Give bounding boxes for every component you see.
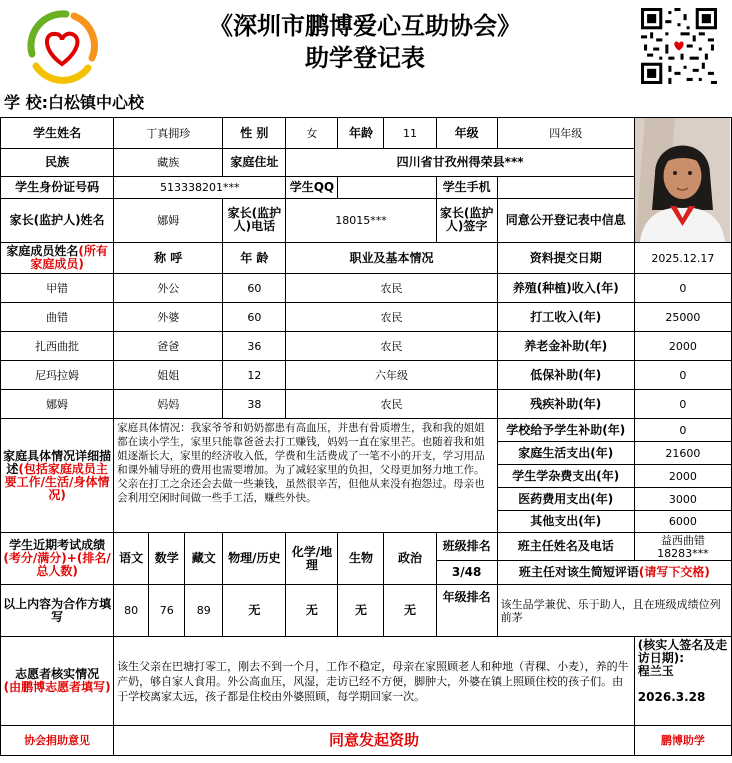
address-label: 家庭住址 (223, 149, 286, 177)
submit-date-value: 2025.12.17 (634, 243, 731, 274)
teacher-label: 班主任姓名及电话 (497, 533, 634, 561)
family-header-cell (1, 243, 114, 274)
volunteer-text: 该生父亲在巴塘打零工，刚去不到一个月，工作不稳定，母亲在家照顾老人和种地（青稞、小麦），养的牛产奶，够自家人食用。外公高血压，风湿，走访已经不方便，脚肿大，外婆在镇上照顾住校的孩子们。由于学校离家太远，孩子都是住校由外婆照顾，每学期回家一次。 (114, 637, 635, 726)
teacher-comment: 该生品学兼优、乐于助人，且在班级成绩位列前茅 (497, 585, 731, 637)
student-name: 丁真拥珍 (114, 118, 223, 149)
volunteer-label-cell (1, 637, 114, 726)
donation-opinion: 同意发起资助 (114, 726, 635, 756)
guardian-phone-value: 18015*** (286, 198, 436, 242)
member-name: 娜姆 (1, 390, 114, 419)
member-relation: 爸爸 (114, 332, 223, 361)
verifier-label: (核实人签名及走访日期): (637, 638, 728, 665)
teacher-phone: 18283*** (657, 546, 709, 560)
finance-label: 打工收入(年) (497, 303, 634, 332)
comment-label-cell (497, 561, 731, 585)
finance-label: 家庭生活支出(年) (497, 442, 634, 465)
score-value: 无 (286, 585, 338, 637)
volunteer-note: (由鹏博志愿者填写) (3, 680, 111, 694)
situation-note: (包括家庭成员主要工作/生活/身体情况) (4, 461, 110, 502)
finance-label: 学校给予学生补助(年) (497, 419, 634, 442)
subject-header: 物理/历史 (223, 533, 286, 585)
member-name: 甲错 (1, 274, 114, 303)
verify-date: 2026.3.28 (637, 690, 706, 704)
qq-value (338, 177, 436, 198)
grade-value: 四年级 (497, 118, 634, 149)
finance-label: 养殖(种植)收入(年) (497, 274, 634, 303)
job-column-header: 职业及基本情况 (286, 243, 497, 274)
subject-header: 化学/地理 (286, 533, 338, 585)
score-value: 无 (384, 585, 436, 637)
finance-value: 2000 (634, 465, 731, 488)
finance-value: 0 (634, 361, 731, 390)
school-name: 学 校:白松镇中心校 (4, 93, 144, 112)
member-job: 农民 (286, 274, 497, 303)
finance-label: 学生学杂费支出(年) (497, 465, 634, 488)
member-age: 60 (223, 274, 286, 303)
member-job: 农民 (286, 390, 497, 419)
member-job: 六年级 (286, 361, 497, 390)
member-age: 60 (223, 303, 286, 332)
member-job: 农民 (286, 303, 497, 332)
member-name: 扎西曲批 (1, 332, 114, 361)
association-logo-icon (22, 6, 102, 86)
situation-label-cell (1, 419, 114, 533)
relation-column-header: 称 呼 (114, 243, 223, 274)
member-relation: 妈妈 (114, 390, 223, 419)
address-value: 四川省甘孜州得荣县*** (286, 149, 634, 177)
finance-value: 6000 (634, 511, 731, 533)
class-rank-label: 班级排名 (436, 533, 497, 561)
finance-value: 21600 (634, 442, 731, 465)
verifier-name: 程兰玉 (637, 664, 674, 678)
gender-value: 女 (286, 118, 338, 149)
class-rank-value: 3/48 (436, 561, 497, 585)
member-age: 12 (223, 361, 286, 390)
subject-header: 藏文 (185, 533, 223, 585)
member-age: 36 (223, 332, 286, 361)
footer-label: 协会捐助意见 (1, 726, 114, 756)
member-name: 尼玛拉姆 (1, 361, 114, 390)
finance-label: 医药费用支出(年) (497, 488, 634, 511)
teacher-contact-cell (634, 533, 731, 561)
subject-header: 生物 (338, 533, 384, 585)
exam-label-cell (1, 533, 114, 585)
score-value: 80 (114, 585, 149, 637)
registration-form (0, 117, 732, 756)
id-number-value: 513338201*** (114, 177, 286, 198)
ethnicity-label: 民族 (1, 149, 114, 177)
cooperation-note: 以上内容为合作方填写 (1, 585, 114, 637)
situation-text: 家庭具体情况：我家爷爷和奶奶都患有高血压，并患有骨质增生，我和我的姐姐都在读小学生，家里只能靠爸爸去打工赚钱，妈妈一直在家里芒。也随着我和姐姐逐渐长大，家里的经济收入低，学费和生活费成了一笔不小的开支，学习用品和课外辅导班的费用也需要增加。为了减轻家里的负担，父母更加努力地工作。父亲在打工之余还会去做一些兼钱，虽然很辛苦，但他从来没有抱怨过。母亲也会利用空闲时间做一些手工活，赚些外快。 (114, 419, 497, 533)
phone-label: 学生手机 (436, 177, 497, 198)
family-members-note: (所有家庭成员) (30, 244, 108, 271)
finance-label: 残疾补助(年) (497, 390, 634, 419)
score-value: 76 (149, 585, 185, 637)
student-name-label: 学生姓名 (1, 118, 114, 149)
age-column-header: 年 龄 (223, 243, 286, 274)
member-relation: 姐姐 (114, 361, 223, 390)
guardian-name-value: 娜姆 (114, 198, 223, 242)
guardian-phone-label: 家长(监护人)电话 (223, 198, 286, 242)
score-value: 无 (223, 585, 286, 637)
qr-code-icon[interactable] (640, 8, 718, 84)
score-value: 无 (338, 585, 384, 637)
student-photo-image (635, 118, 730, 242)
finance-label: 养老金补助(年) (497, 332, 634, 361)
footer-brand: 鹏博助学 (634, 726, 731, 756)
verifier-cell (634, 637, 731, 726)
volunteer-label: 志愿者核实情况 (15, 667, 100, 681)
subject-header: 政治 (384, 533, 436, 585)
finance-label: 其他支出(年) (497, 511, 634, 533)
form-title (110, 10, 620, 74)
guardian-name-label: 家长(监护人)姓名 (1, 198, 114, 242)
subject-header: 数学 (149, 533, 185, 585)
finance-value: 3000 (634, 488, 731, 511)
member-age: 38 (223, 390, 286, 419)
age-value: 11 (384, 118, 436, 149)
gender-label: 性 别 (223, 118, 286, 149)
family-members-label: 家庭成员姓名 (6, 244, 79, 258)
score-value: 89 (185, 585, 223, 637)
comment-label: 班主任对该生简短评语 (518, 565, 639, 579)
title-line-1: 《深圳市鹏博爱心互助协会》 (209, 11, 521, 40)
situation-label: 家庭具体情况详细描述 (3, 448, 112, 476)
member-job: 农民 (286, 332, 497, 361)
finance-value: 0 (634, 390, 731, 419)
subject-header: 语文 (114, 533, 149, 585)
grade-label: 年级 (436, 118, 497, 149)
finance-value: 2000 (634, 332, 731, 361)
submit-date-label: 资料提交日期 (497, 243, 634, 274)
comment-note: (请写下交格) (638, 565, 710, 579)
finance-value: 25000 (634, 303, 731, 332)
teacher-name: 益西曲错 (660, 533, 705, 547)
finance-label: 低保补助(年) (497, 361, 634, 390)
finance-value: 0 (634, 274, 731, 303)
consent-text: 同意公开登记表中信息 (497, 198, 634, 242)
age-label: 年龄 (338, 118, 384, 149)
ethnicity-value: 藏族 (114, 149, 223, 177)
exam-note: (考分/满分)+(排名/总人数) (3, 551, 111, 578)
guardian-sign-label: 家长(监护人)签字 (436, 198, 497, 242)
member-name: 曲错 (1, 303, 114, 332)
grade-rank-label: 年级排名 (436, 585, 497, 637)
member-relation: 外公 (114, 274, 223, 303)
title-line-2: 助学登记表 (305, 43, 425, 72)
finance-value: 0 (634, 419, 731, 442)
exam-label: 学生近期考试成绩 (9, 538, 106, 552)
id-number-label: 学生身份证号码 (1, 177, 114, 198)
student-photo (634, 118, 731, 243)
phone-value (497, 177, 634, 198)
header (0, 0, 732, 92)
qq-label: 学生QQ (286, 177, 338, 198)
member-relation: 外婆 (114, 303, 223, 332)
